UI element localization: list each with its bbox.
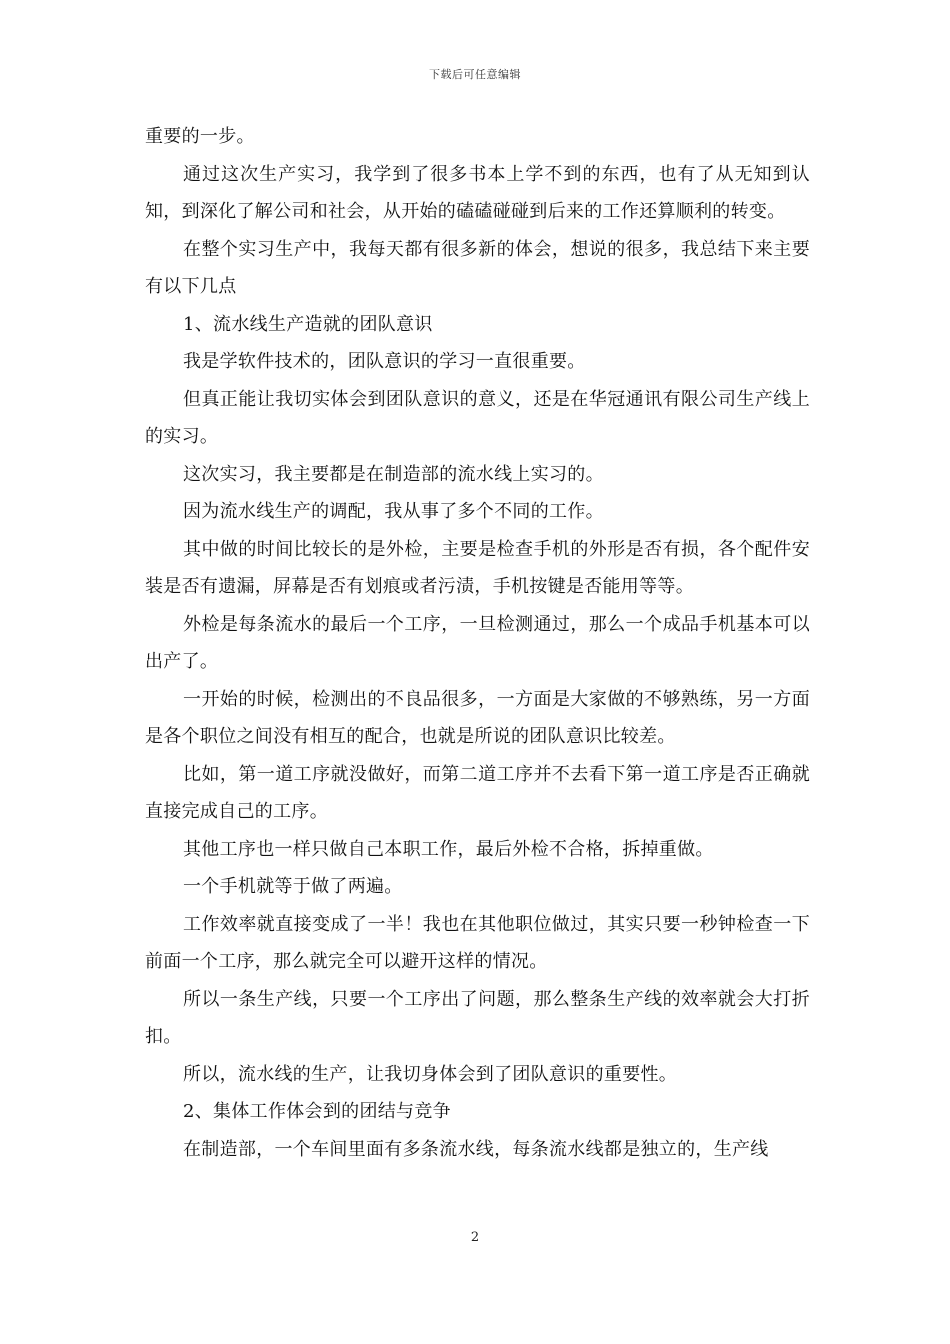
paragraph: 在整个实习生产中，我每天都有很多新的体会，想说的很多，我总结下来主要有以下几点: [145, 238, 810, 297]
section-heading: 2、集体工作体会到的团结与竞争: [183, 1101, 451, 1122]
page-number: 2: [470, 1230, 480, 1245]
paragraph: 重要的一步。: [145, 126, 255, 147]
section-heading: 1、流水线生产造就的团队意识: [183, 313, 433, 335]
page-header: 下载后可任意编辑: [429, 68, 521, 81]
paragraph: 其中做的时间比较长的是外检，主要是检查手机的外形是否有损，各个配件安装是否有遗漏，屏幕是否有划痕或者污渍，手机按键是否能用等等。: [145, 538, 810, 597]
document-body: [145, 118, 810, 1168]
paragraph: 我是学软件技术的，团队意识的学习一直很重要。: [183, 351, 586, 372]
paragraph: 所以，流水线的生产，让我切身体会到了团队意识的重要性。: [183, 1063, 678, 1085]
paragraph: 比如，第一道工序就没做好，而第二道工序并不去看下第一道工序是否正确就直接完成自己的工序。: [145, 763, 810, 822]
paragraph: 因为流水线生产的调配，我从事了多个不同的工作。: [183, 501, 604, 522]
paragraph: 一个手机就等于做了两遍。: [183, 876, 403, 897]
paragraph: 工作效率就直接变成了一半！我也在其他职位做过，其实只要一秒钟检查一下前面一个工序，那么就完全可以避开这样的情况。: [145, 913, 810, 972]
paragraph: 但真正能让我切实体会到团队意识的意义，还是在华冠通讯有限公司生产线上的实习。: [145, 388, 810, 447]
paragraph: 外检是每条流水的最后一个工序，一旦检测通过，那么一个成品手机基本可以出产了。: [145, 613, 810, 672]
paragraph: 这次实习，我主要都是在制造部的流水线上实习的。: [183, 463, 604, 485]
paragraph: 一开始的时候，检测出的不良品很多，一方面是大家做的不够熟练，另一方面是各个职位之间没有相互的配合，也就是所说的团队意识比较差。: [145, 688, 810, 747]
paragraph: 在制造部，一个车间里面有多条流水线，每条流水线都是独立的，生产线: [183, 1138, 769, 1160]
paragraph: 所以一条生产线，只要一个工序出了问题，那么整条生产线的效率就会大打折扣。: [145, 988, 810, 1047]
paragraph: 通过这次生产实习，我学到了很多书本上学不到的东西，也有了从无知到认知，到深化了解公司和社会，从开始的磕磕碰碰到后来的工作还算顺利的转变。: [145, 163, 810, 222]
paragraph: 其他工序也一样只做自己本职工作，最后外检不合格，拆掉重做。: [183, 838, 714, 860]
